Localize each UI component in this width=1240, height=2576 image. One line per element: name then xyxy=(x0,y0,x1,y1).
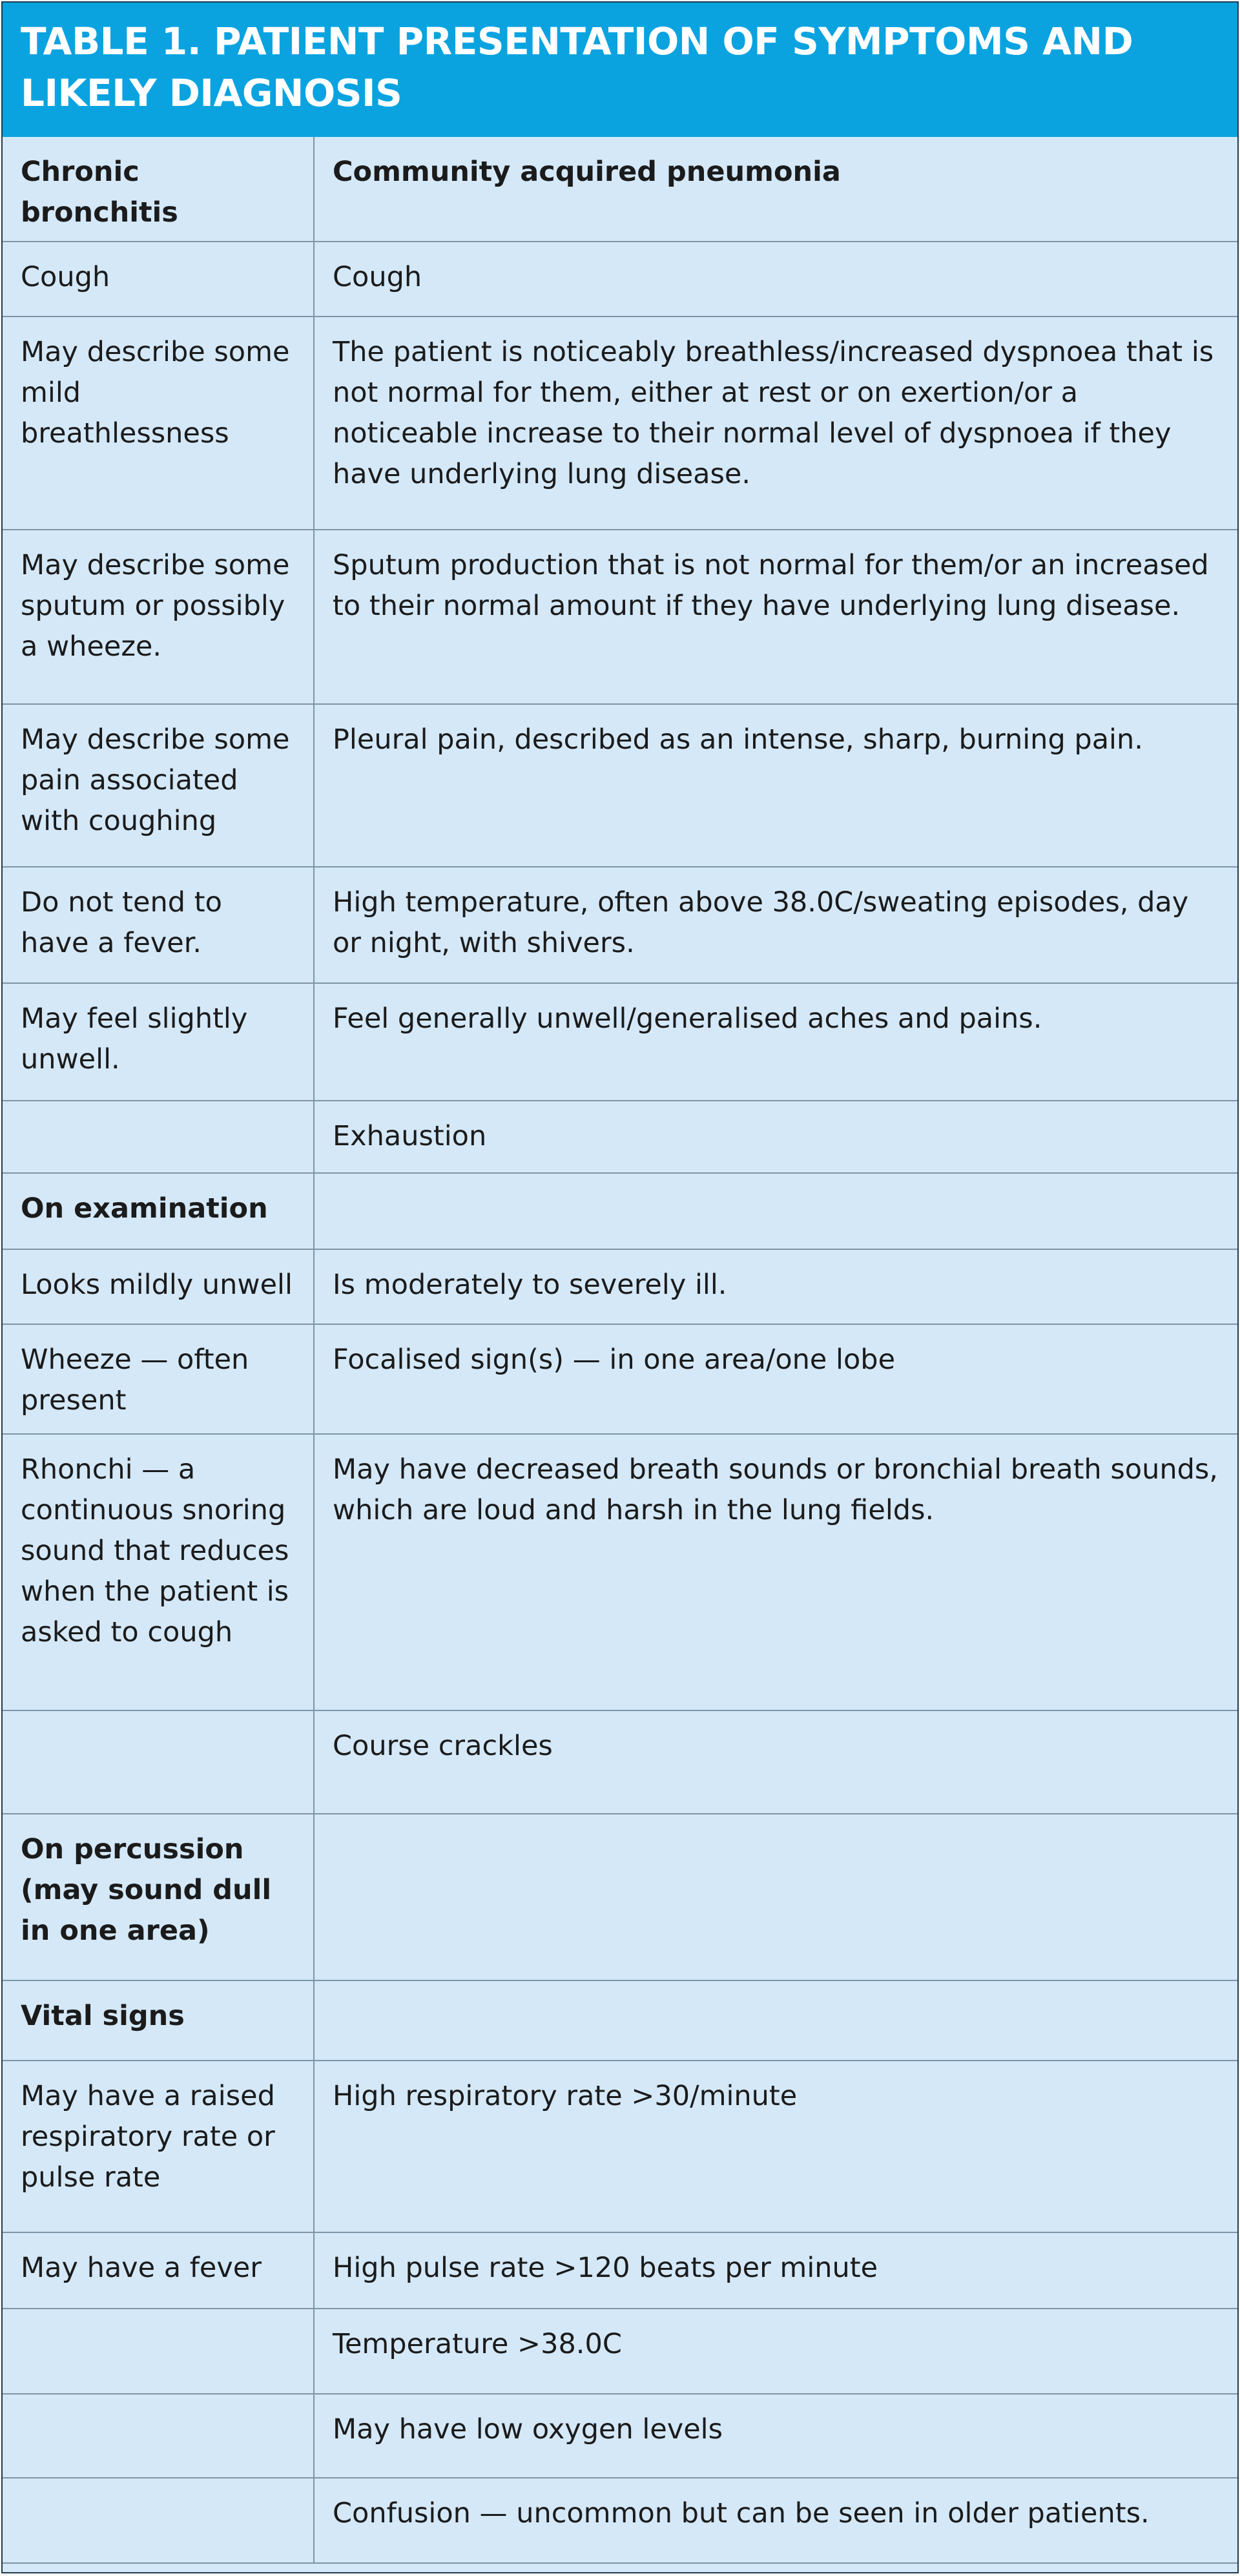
cell-community-acquired-pneumonia: Community acquired pneumonia xyxy=(314,137,1237,242)
cell-chronic-bronchitis: Chronic bronchitis xyxy=(3,137,314,242)
cell-chronic-bronchitis: May describe some mild breathlessness xyxy=(3,317,314,530)
table-row xyxy=(3,530,1237,704)
table-row xyxy=(3,1710,1237,1814)
cell-chronic-bronchitis: Looks mildly unwell xyxy=(3,1249,314,1324)
cell-chronic-bronchitis xyxy=(3,2478,314,2563)
table-row xyxy=(3,1980,1237,2061)
cell-community-acquired-pneumonia: Focalised sign(s) — in one area/one lobe xyxy=(314,1324,1237,1434)
cell-community-acquired-pneumonia: Course crackles xyxy=(314,1710,1237,1814)
table-row xyxy=(3,2478,1237,2563)
cell-community-acquired-pneumonia: May have decreased breath sounds or bronchial breath sounds, which are loud and harsh in the lung fields. xyxy=(314,1434,1237,1710)
table-row xyxy=(3,137,1237,242)
table-row xyxy=(3,1173,1237,1249)
table-row xyxy=(3,704,1237,867)
cell-chronic-bronchitis xyxy=(3,1101,314,1173)
cell-community-acquired-pneumonia: The patient is noticeably breathless/increased dyspnoea that is not normal for them, either at rest or on exertion/or a noticeable increase to their normal level of dyspnoea if they have underlying lung disease. xyxy=(314,317,1237,530)
cell-community-acquired-pneumonia: Pleural pain, described as an intense, sharp, burning pain. xyxy=(314,704,1237,867)
table-row xyxy=(3,1434,1237,1710)
cell-chronic-bronchitis: May feel slightly unwell. xyxy=(3,983,314,1101)
table-row xyxy=(3,1101,1237,1173)
cell-chronic-bronchitis: Vital signs xyxy=(3,1980,314,2061)
cell-community-acquired-pneumonia: Exhaustion xyxy=(314,1101,1237,1173)
cell-community-acquired-pneumonia xyxy=(314,1980,1237,2061)
cell-community-acquired-pneumonia: Confusion — uncommon but can be seen in older patients. xyxy=(314,2478,1237,2563)
cell-community-acquired-pneumonia xyxy=(314,1814,1237,1980)
table-row xyxy=(3,1814,1237,1980)
table-row xyxy=(3,867,1237,983)
cell-chronic-bronchitis: May describe some sputum or possibly a wheeze. xyxy=(3,530,314,704)
table-body xyxy=(3,137,1237,2563)
cell-community-acquired-pneumonia: High temperature, often above 38.0C/sweating episodes, day or night, with shivers. xyxy=(314,867,1237,983)
table-row xyxy=(3,242,1237,317)
table-row xyxy=(3,1249,1237,1324)
cell-community-acquired-pneumonia: Cough xyxy=(314,242,1237,317)
table-row xyxy=(3,1324,1237,1434)
cell-chronic-bronchitis: May describe some pain associated with coughing xyxy=(3,704,314,867)
cell-chronic-bronchitis xyxy=(3,1710,314,1814)
cell-chronic-bronchitis: May have a fever xyxy=(3,2232,314,2309)
table-row xyxy=(3,2394,1237,2478)
table-row xyxy=(3,2061,1237,2232)
symptoms-table xyxy=(3,137,1237,2564)
table-title: TABLE 1. PATIENT PRESENTATION OF SYMPTOMS AND LIKELY DIAGNOSIS xyxy=(3,3,1237,137)
cell-community-acquired-pneumonia xyxy=(314,1173,1237,1249)
cell-chronic-bronchitis: On percussion (may sound dull in one area) xyxy=(3,1814,314,1980)
cell-chronic-bronchitis: Cough xyxy=(3,242,314,317)
table-row xyxy=(3,2309,1237,2394)
cell-chronic-bronchitis xyxy=(3,2309,314,2394)
cell-chronic-bronchitis: Wheeze — often present xyxy=(3,1324,314,1434)
table-figure xyxy=(1,1,1239,2573)
cell-community-acquired-pneumonia: High pulse rate >120 beats per minute xyxy=(314,2232,1237,2309)
table-row xyxy=(3,983,1237,1101)
cell-chronic-bronchitis: Do not tend to have a fever. xyxy=(3,867,314,983)
cell-community-acquired-pneumonia: Feel generally unwell/generalised aches and pains. xyxy=(314,983,1237,1101)
cell-community-acquired-pneumonia: Is moderately to severely ill. xyxy=(314,1249,1237,1324)
cell-chronic-bronchitis: On examination xyxy=(3,1173,314,1249)
cell-chronic-bronchitis: Rhonchi — a continuous snoring sound that reduces when the patient is asked to cough xyxy=(3,1434,314,1710)
table-row xyxy=(3,2232,1237,2309)
table-row xyxy=(3,317,1237,530)
cell-community-acquired-pneumonia: Temperature >38.0C xyxy=(314,2309,1237,2394)
cell-community-acquired-pneumonia: Sputum production that is not normal for them/or an increased to their normal amount if they have underlying lung disease. xyxy=(314,530,1237,704)
cell-community-acquired-pneumonia: High respiratory rate >30/minute xyxy=(314,2061,1237,2232)
cell-community-acquired-pneumonia: May have low oxygen levels xyxy=(314,2394,1237,2478)
cell-chronic-bronchitis xyxy=(3,2394,314,2478)
cell-chronic-bronchitis: May have a raised respiratory rate or pulse rate xyxy=(3,2061,314,2232)
